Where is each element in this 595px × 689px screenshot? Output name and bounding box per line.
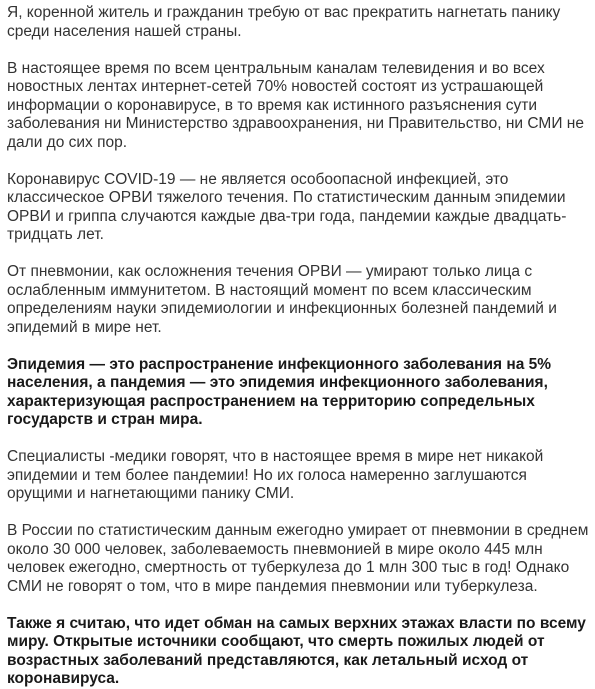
paragraph-intro: Я, коренной житель и гражданин требую от вас прекратить нагнетать панику среди населения нашей страны. — [7, 4, 561, 40]
paragraph-statistics: В России по статистическим данным ежегодно умирает от пневмонии в среднем около 30 000 человек, заболеваемость пневмонией в мире около 445 млн человек ежегодно, смертность от туберкулеза до 1 млн 300 тыс в год! Однако СМИ не говорят о том, что в мире пандемия пневмонии или туберкулеза. — [7, 522, 589, 595]
paragraph-media-news: В настоящее время по всем центральным каналам телевидения и во всех новостных лентах интернет-сетей 70% новостей состоят из устрашающей информации о коронавирусе, в то время как истинного разъяснения сути заболевания ни Министерство здравоохранения, ни Правительство, ни СМИ не дали до сих пор. — [7, 59, 584, 151]
paragraph-epidemic-definition: Эпидемия — это распространение инфекционного заболевания на 5% населения, а пандемия — это эпидемия инфекционного заболевания, характеризующая распространением на территорию сопредельных государств и стран мира. — [7, 355, 552, 428]
paragraph-deception: Также я считаю, что идет обман на самых верхних этажах власти по всему миру. Открытые источники сообщают, что смерть пожилых людей от возрастных заболеваний представляются, как летальный исход от коронавируса. — [7, 614, 586, 687]
paragraph-pneumonia: От пневмонии, как осложнения течения ОРВИ — умирают только лица с ослабленным иммунитетом. В настоящий момент по всем классическим определениям науки эпидемиологии и инфекционных болезней пандемий и эпидемий в мире нет. — [7, 263, 557, 336]
paragraph-specialists: Специалисты -медики говорят, что в настоящее время в мире нет никакой эпидемии и тем более пандемии! Но их голоса намеренно заглушаются орущими и нагнетающими панику СМИ. — [7, 448, 544, 502]
paragraph-covid-orvi: Коронавирус COVID-19 — не является особоопасной инфекцией, это классическое ОРВИ тяжелого течения. По статистическим данным эпидемии ОРВИ и гриппа случаются каждые два-три года, пандемии каждые двадцать-тридцать лет. — [7, 170, 567, 243]
